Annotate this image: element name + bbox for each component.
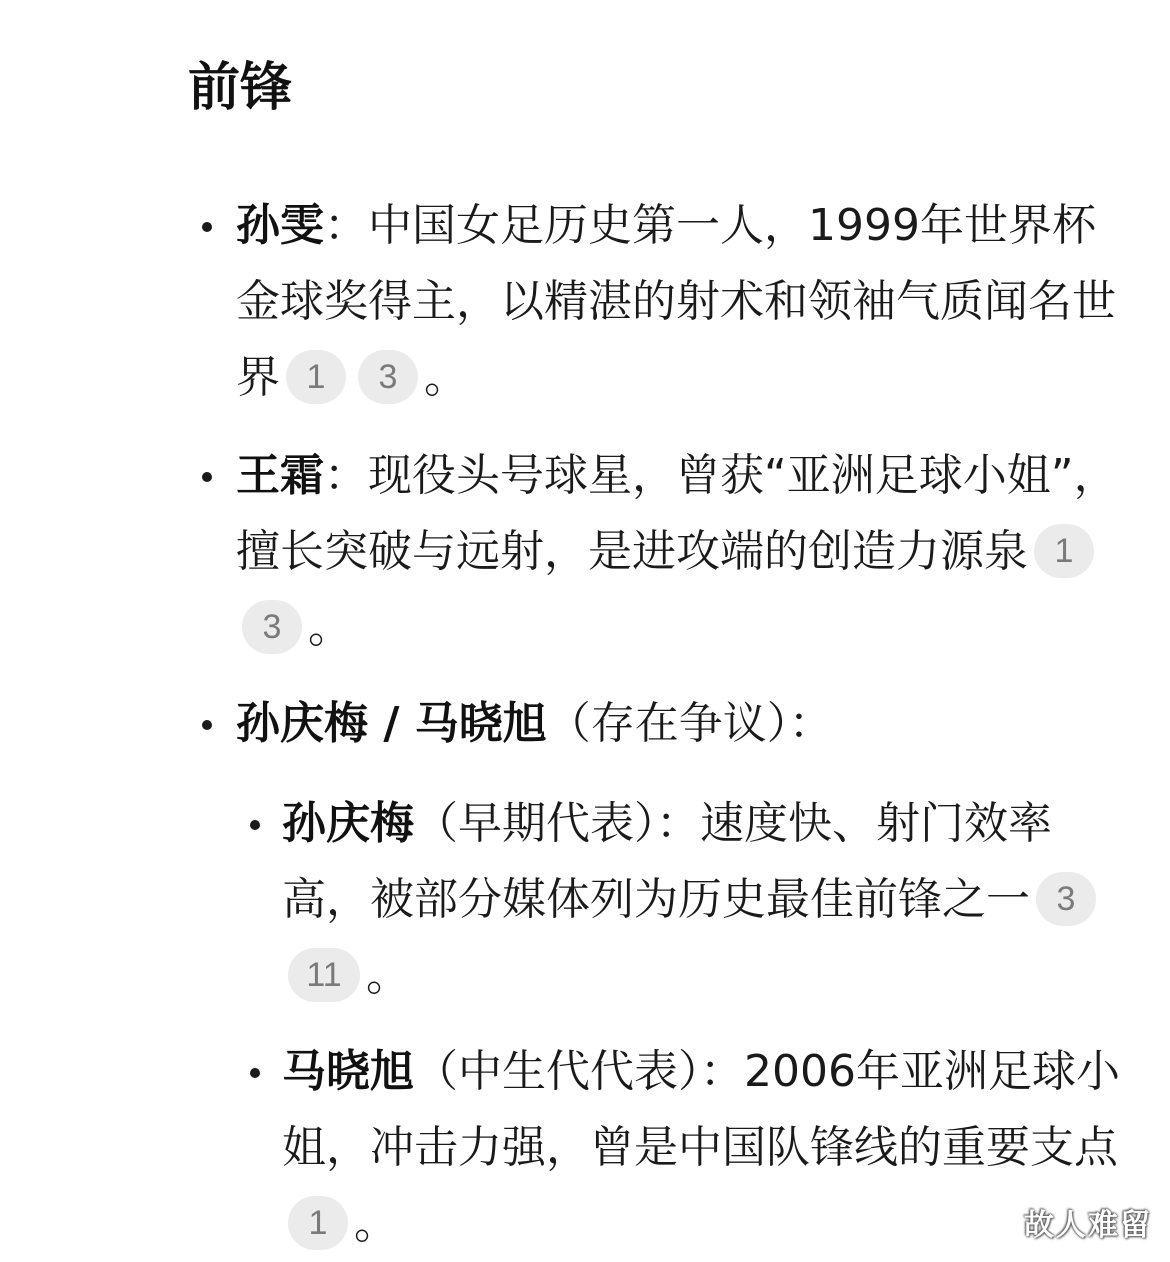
player-description: ：中国女足历史第一人，1999年世界杯金球奖得主，以精湛的射术和领袖气质闻名世界 (236, 200, 1116, 403)
bullet-icon (250, 1068, 260, 1078)
player-name: 孙庆梅 (282, 798, 414, 849)
player-name: 马晓旭 (282, 1046, 414, 1097)
player-name: 王霜 (236, 450, 324, 501)
watermark: 故人难留 (1024, 1208, 1152, 1243)
bullet-icon (202, 720, 212, 730)
player-description: （中生代代表）：2006年亚洲足球小姐，冲击力强，曾是中国队锋线的重要支点 (282, 1046, 1120, 1173)
bullet-icon (202, 222, 212, 232)
player-description: （存在争议）： (546, 698, 833, 749)
bullet-icon (250, 820, 260, 830)
list-item-disputed (236, 686, 1136, 762)
sentence-end: 。 (424, 352, 468, 403)
list-item-wang-shuang (236, 438, 1136, 666)
citation-badge[interactable]: 1 (288, 1196, 348, 1250)
sentence-end: 。 (354, 1198, 398, 1249)
sublist-item-sun-qingmei (282, 786, 1122, 1014)
player-description: ：现役头号球星，曾获“亚洲足球小姐”，擅长突破与远射，是进攻端的创造力源泉 (236, 450, 1118, 577)
citation-badge[interactable]: 1 (286, 350, 346, 404)
citation-badge[interactable]: 1 (1034, 524, 1094, 578)
sentence-end: 。 (366, 950, 410, 1001)
section-title: 前锋 (188, 58, 293, 118)
player-name: 孙雯 (236, 200, 324, 251)
citation-badge[interactable]: 3 (242, 600, 302, 654)
citation-badge[interactable]: 3 (358, 350, 418, 404)
bullet-icon (202, 472, 212, 482)
player-name: 孙庆梅 / 马晓旭 (236, 698, 547, 749)
citation-badge[interactable]: 11 (288, 948, 360, 1002)
list-item-sun-wen (236, 188, 1136, 416)
citation-badge[interactable]: 3 (1036, 872, 1096, 926)
sublist-item-ma-xiaoxu (282, 1034, 1122, 1262)
player-description: （早期代表）：速度快、射门效率高，被部分媒体列为历史最佳前锋之一 (282, 798, 1052, 925)
sentence-end: 。 (308, 602, 352, 653)
